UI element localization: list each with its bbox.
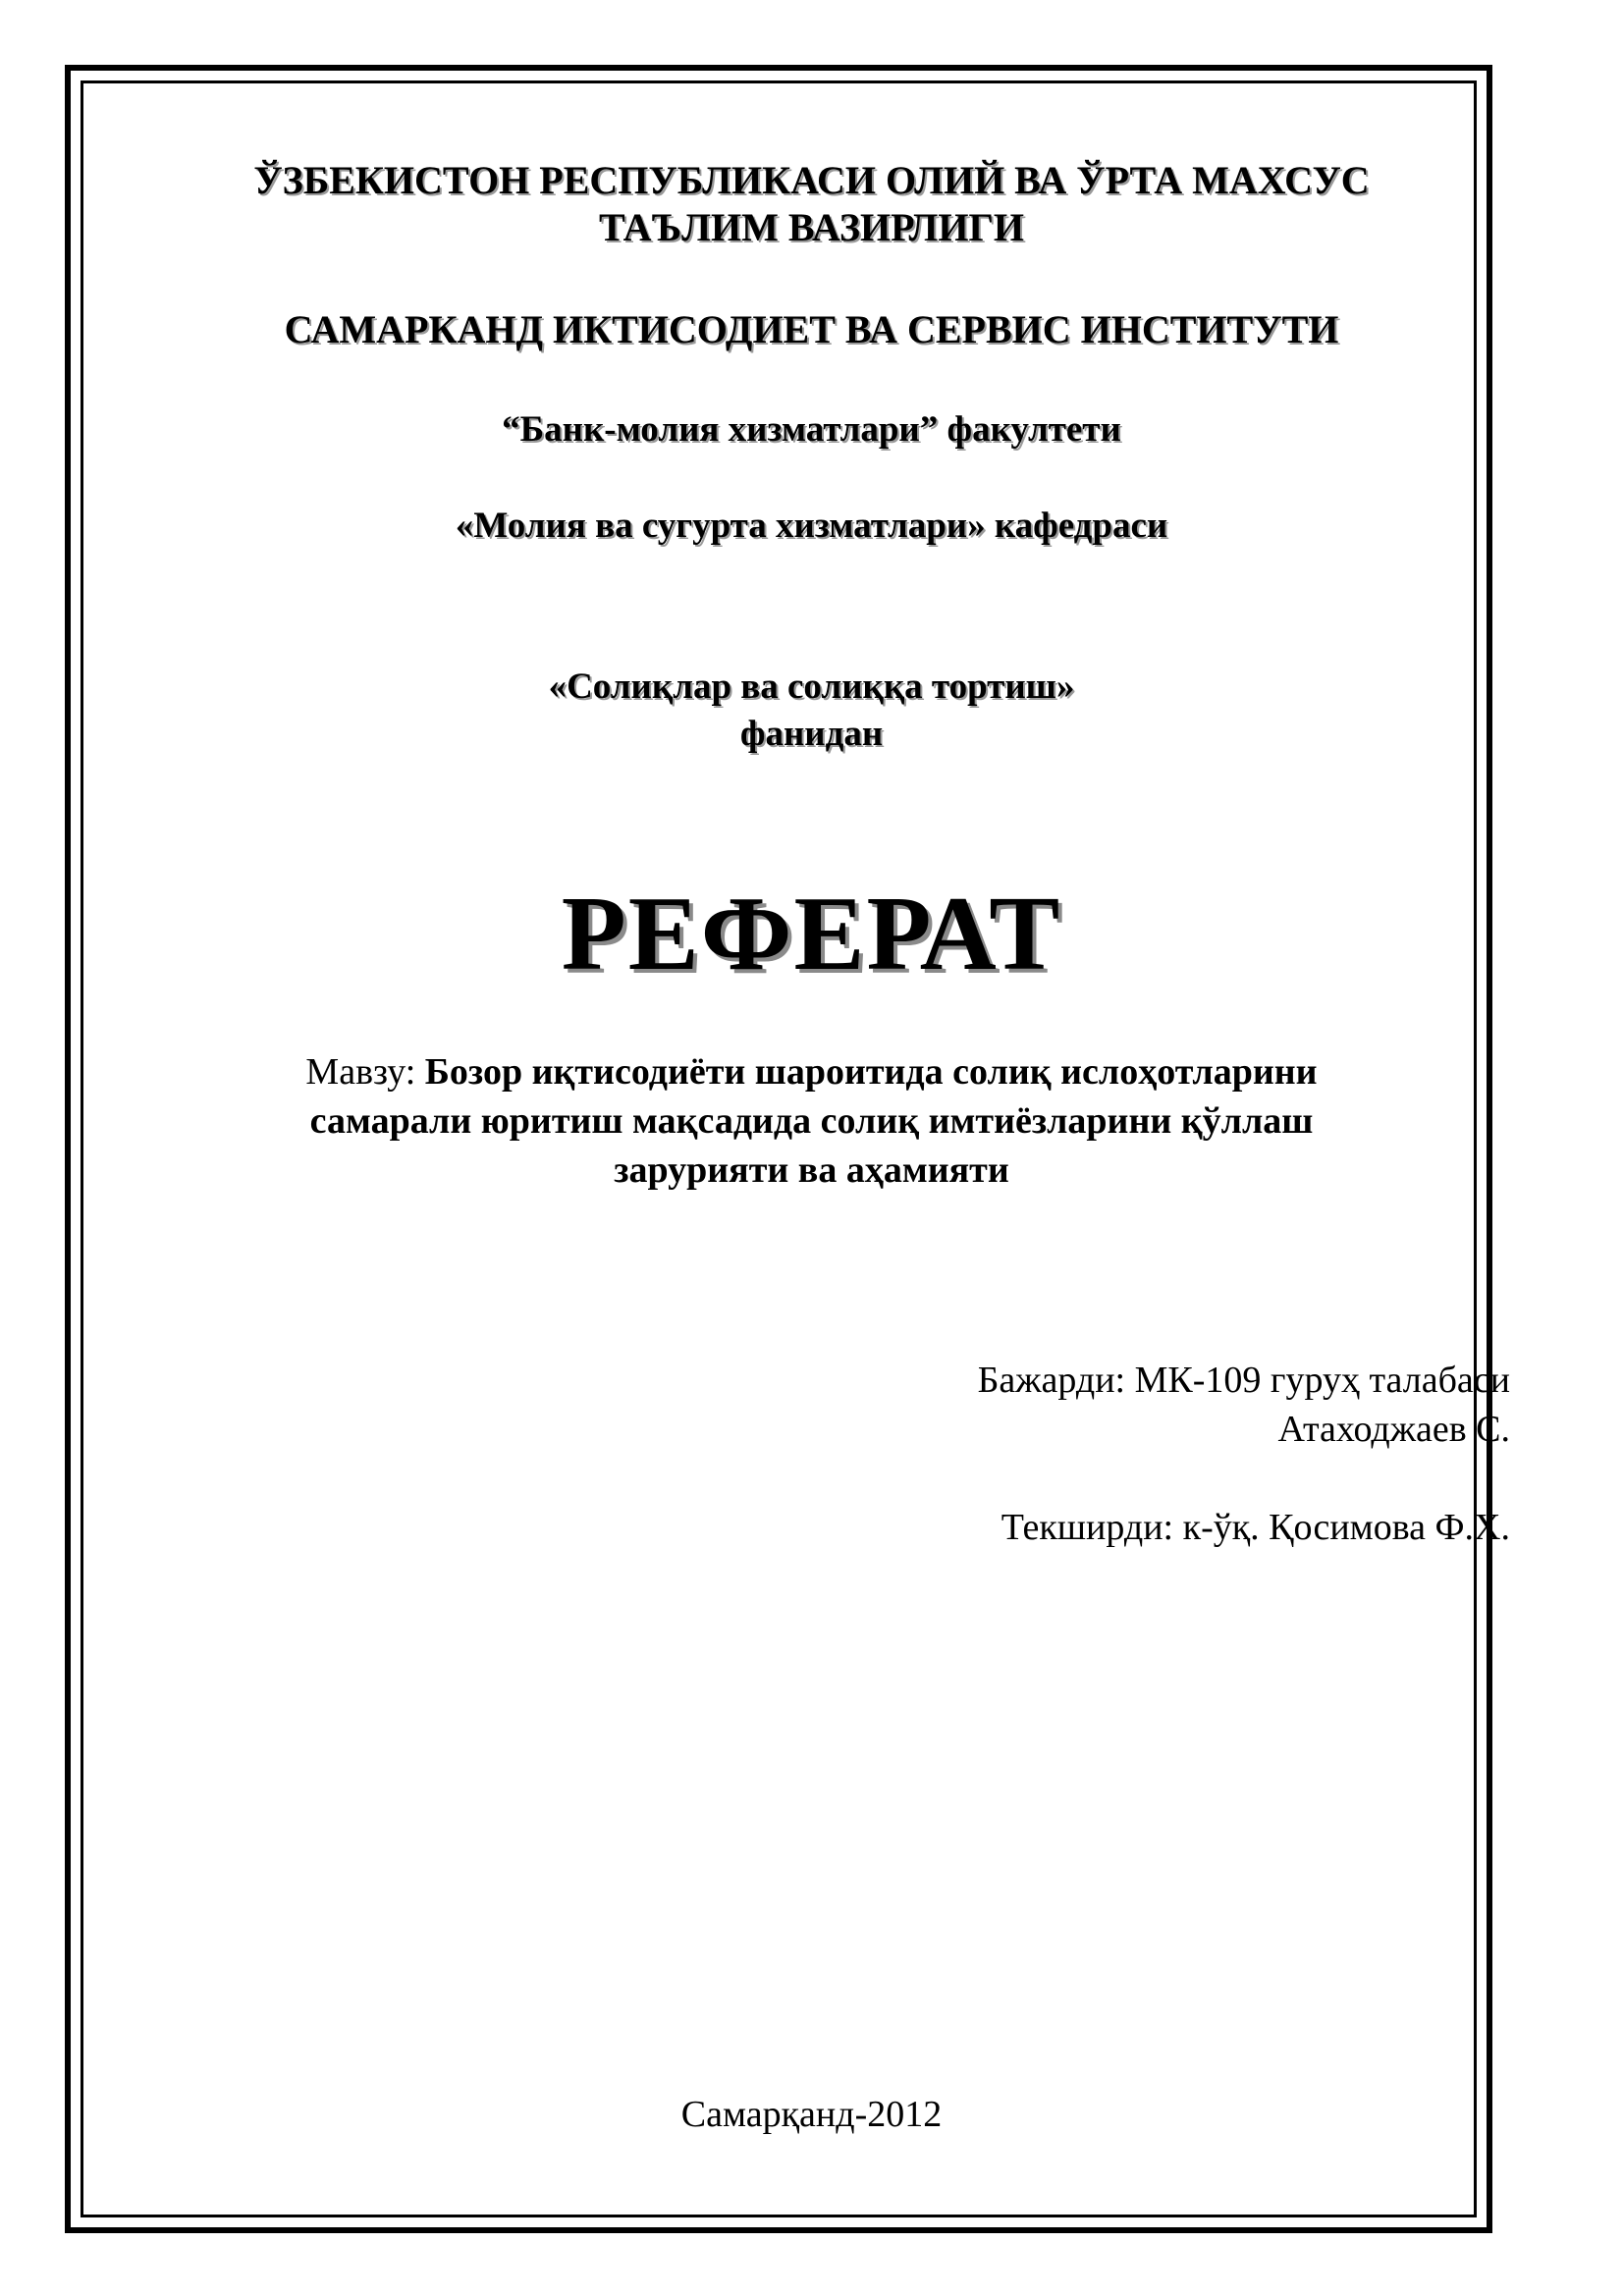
ministry-title-line1: ЎЗБЕКИСТОН РЕСПУБЛИКАСИ ОЛИЙ ВА ЎРТА МАХСУС [253, 158, 1370, 202]
topic-label: Мавзу: [305, 1051, 425, 1093]
topic-text-line2: самарали юритиш мақсадида солиқ имтиёзларини қўллаш [309, 1100, 1314, 1142]
author-name: Атаходжаев С. [1277, 1409, 1510, 1450]
topic-text-line1: Бозор иқтисодиёти шароитида солиқ ислоҳотларини [424, 1051, 1318, 1093]
institute-title: САМАРКАНД ИКТИСОДИЕТ ВА СЕРВИС ИНСТИТУТИ [284, 307, 1339, 351]
reviewer-line: Текширди: к-ўқ. Қосимова Ф.Х. [1001, 1507, 1510, 1548]
department-title: «Молия ва сугурта хизматлари» кафедраси [455, 506, 1168, 546]
author-line1: Бажарди: МК-109 гуруҳ талабаси [977, 1360, 1510, 1401]
ministry-title-line2: ТАЪЛИМ ВАЗИРЛИГИ [598, 205, 1025, 249]
subject-line1: «Солиқлар ва солиққа тортиш» [548, 667, 1075, 707]
topic-text-line3: зарурияти ва аҳамияти [614, 1149, 1009, 1191]
subject-line2: фанидан [739, 714, 884, 754]
faculty-title: “Банк-молия хизматлари” факултети [502, 409, 1121, 450]
document-title: РЕФЕРАТ [561, 876, 1062, 992]
footer-city-year: Самарқанд-2012 [680, 2094, 943, 2135]
topic-line1 [0, 1050, 1623, 1094]
